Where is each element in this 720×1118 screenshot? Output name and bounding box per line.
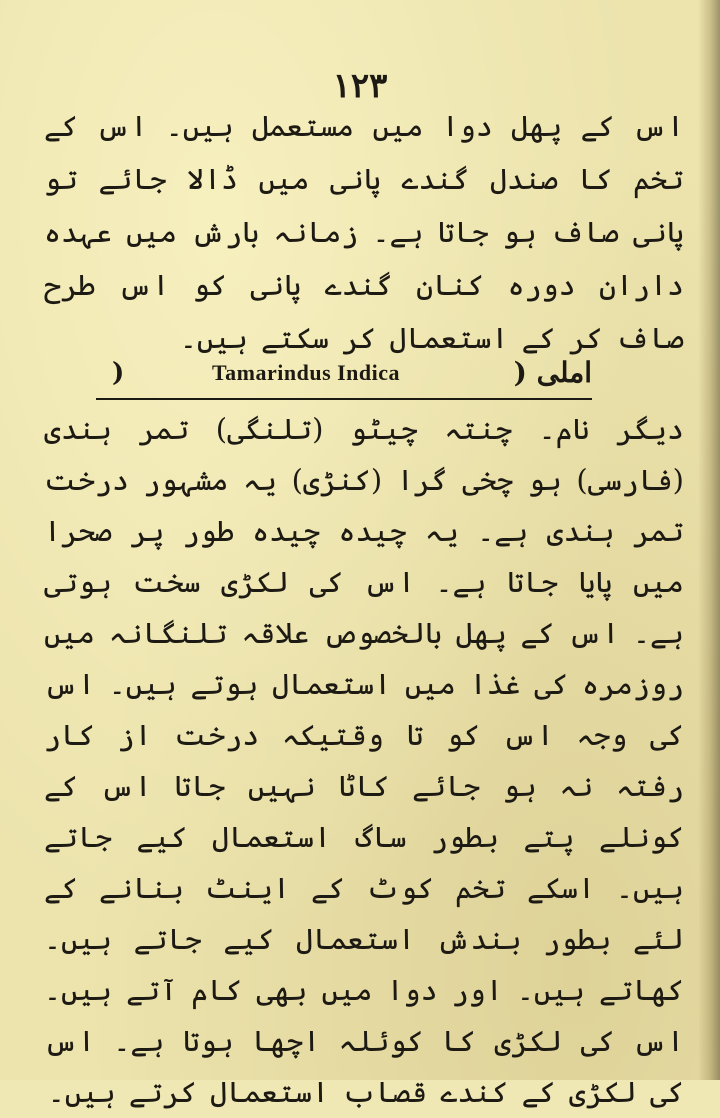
heading-urdu-name: املی ( — [513, 356, 592, 389]
paragraph-tamarind: دیگر نام۔ چنتہ چیٹو (تلنگی) تمر ہندی (فارسی) ہو چخی گرا (کنڑی) یہ مشہور درخت تمر ہندی ہے۔ یہ چیدہ چیدہ طور پر صحرا میں پایا جاتا ہے۔ اس کی لکڑی سخت ہوتی ہے۔ اس کے پھل بالخصوص علاقہ تلنگانہ میں روزمرہ کی غذا میں استعمال ہوتے ہیں۔ اس کی وجہ اس کو تا وقتیکہ درخت از کار رفتہ نہ ہو جائے کاٹا نہیں جاتا اس کے کونلے پتے بطور ساگ استعمال کیے جاتے ہیں۔ اسکے تخم کوٹ کے اینٹ بنانے کے لئے بطور بندش استعمال کیے جاتے ہیں۔ کھاتے ہیں۔ اور دوا میں بھی کام آتے ہیں۔ اس کی لکڑی کا کوئلہ اچھا ہوتا ہے۔ اس کی لکڑی کے کندے قصاب استعمال کرتے ہیں۔ — [44, 412, 684, 1109]
page-number: ۱۲۳ — [332, 66, 388, 106]
paragraph-intro: اس کے پھل دوا میں مستعمل ہیں۔ اس کے تخم کا صندل گندے پانی میں ڈالا جائے تو پانی صاف ہو جاتا ہے۔ زمانہ بارش میں عہدہ داران دورہ کنان گندے پانی کو اس طرح صاف کر کے استعمال کر سکتے ہیں۔ — [44, 109, 684, 355]
heading-close-paren: ) — [112, 358, 125, 388]
heading-latin-name: Tamarindus Indica — [212, 360, 401, 385]
heading-underline — [96, 398, 592, 400]
page-fold-shadow — [698, 0, 720, 1080]
section-heading — [92, 356, 592, 398]
